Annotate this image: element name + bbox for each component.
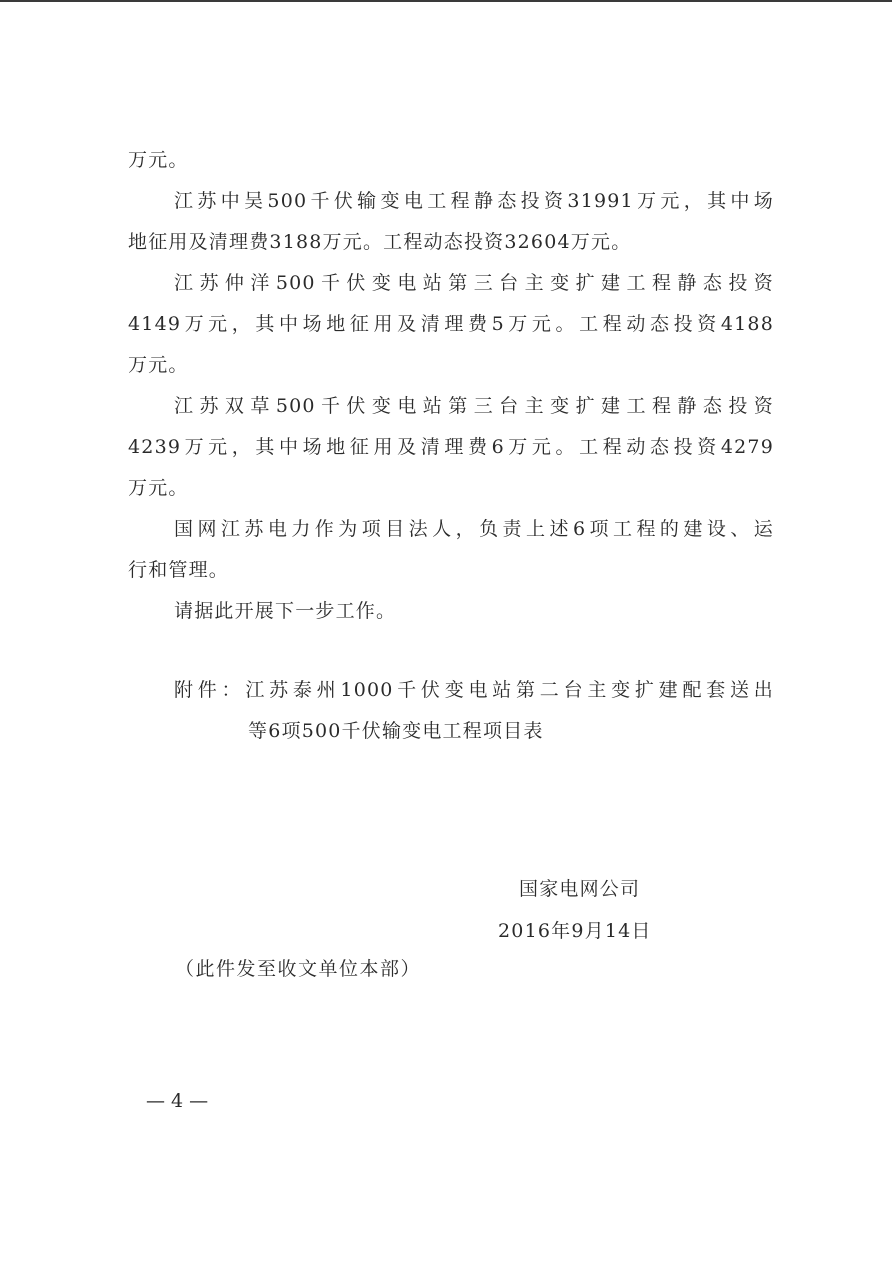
paragraph-line: 万元。 — [128, 149, 189, 171]
page-number: — 4 — — [146, 1090, 209, 1112]
paragraph-line: 4149万元，其中场地征用及清理费5万元。工程动态投资4188 — [128, 313, 774, 335]
paragraph-line: 江苏中吴500千伏输变电工程静态投资31991万元，其中场 — [174, 190, 774, 212]
page-top-border — [0, 0, 892, 2]
signature-org: 国家电网公司 — [519, 878, 641, 900]
attachment-title: 附件：江苏泰州1000千伏变电站第二台主变扩建配套送出 — [174, 679, 774, 701]
attachment-title-continued: 等6项500千伏输变电工程项目表 — [248, 720, 544, 742]
body-text — [128, 140, 774, 632]
paragraph-line: 江苏仲洋500千伏变电站第三台主变扩建工程静态投资 — [174, 272, 774, 294]
signature-date: 2016年9月14日 — [498, 920, 652, 942]
paragraph-line: 江苏双草500千伏变电站第三台主变扩建工程静态投资 — [174, 395, 774, 417]
paragraph-line: 万元。 — [128, 477, 189, 499]
paragraph-line: 行和管理。 — [128, 559, 230, 581]
paragraph-line: 4239万元，其中场地征用及清理费6万元。工程动态投资4279 — [128, 436, 774, 458]
distribution-note: （此件发至收文单位本部） — [175, 958, 422, 980]
paragraph-line: 国网江苏电力作为项目法人，负责上述6项工程的建设、运 — [174, 518, 774, 540]
attachment — [128, 670, 774, 752]
paragraph-line: 请据此开展下一步工作。 — [174, 600, 397, 622]
paragraph-line: 地征用及清理费3188万元。工程动态投资32604万元。 — [128, 231, 632, 253]
paragraph-line: 万元。 — [128, 354, 189, 376]
